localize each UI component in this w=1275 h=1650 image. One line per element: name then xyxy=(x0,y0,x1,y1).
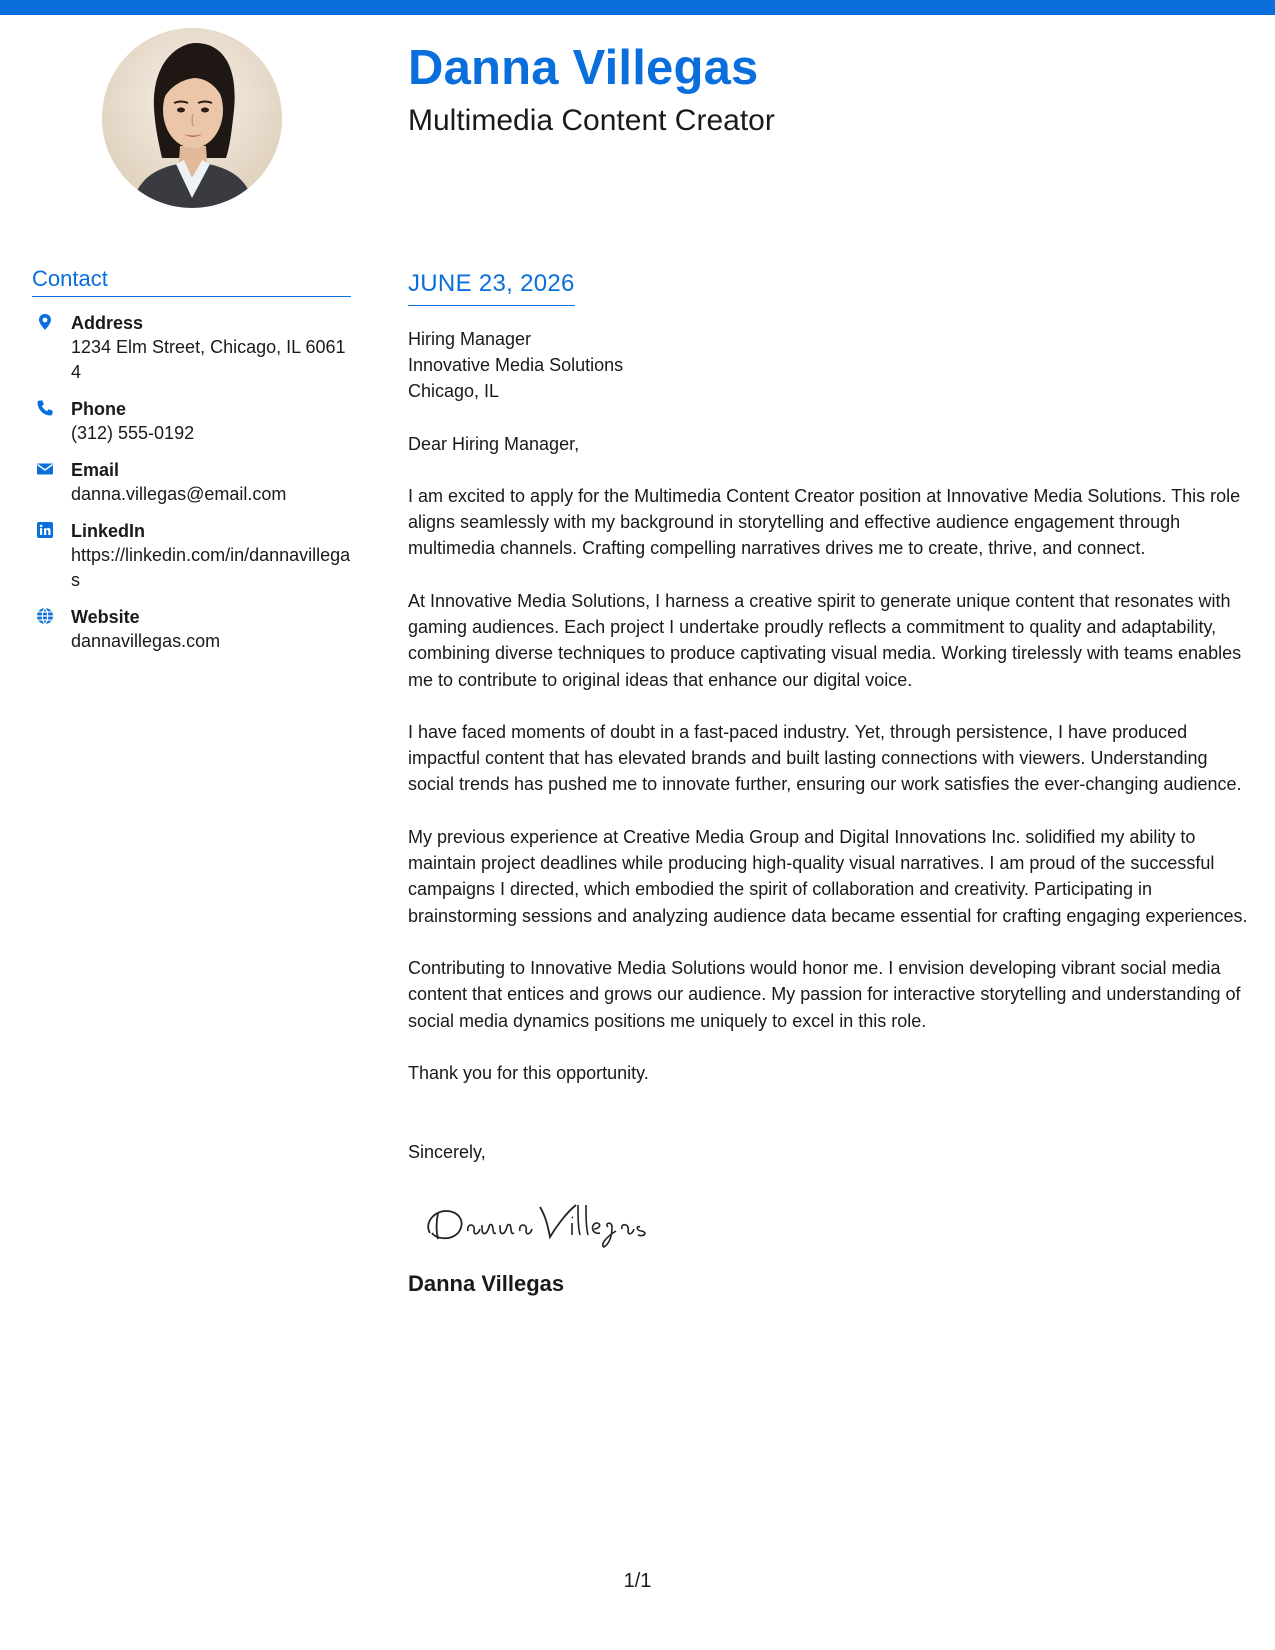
letter-paragraph: At Innovative Media Solutions, I harness a creative spirit to generate unique content that resonates with gaming audiences. Each project I undertake proudly reflects a commitment to quality and adaptability, combining diverse techniques to produce captivating visual media. Working tirelessly with teams enables me to contribute to original ideas that enhance our digital voice. xyxy=(408,590,1242,690)
contact-item-address xyxy=(32,311,351,385)
phone-icon xyxy=(36,399,54,417)
contact-label: LinkedIn xyxy=(71,521,146,542)
contact-value: danna.villegas@email.com xyxy=(71,484,287,505)
letter-paragraph: I have faced moments of doubt in a fast-paced industry. Yet, through persistence, I have produced impactful content that has elevated brands and built lasting connections with viewers. Understanding social trends has pushed me to innovate further, ensuring our work satisfies the ever-changing audience. xyxy=(408,721,1242,795)
applicant-name: Danna Villegas xyxy=(408,41,759,95)
globe-icon xyxy=(36,607,54,625)
recipient-block xyxy=(408,326,1253,404)
envelope-icon xyxy=(36,460,54,478)
letter-date: JUNE 23, 2026 xyxy=(408,270,575,306)
contact-item-linkedin xyxy=(32,519,351,593)
letter-body xyxy=(408,270,1253,1298)
page-number: 1/1 xyxy=(623,1570,652,1592)
closing: Sincerely, xyxy=(408,1142,486,1163)
letter-paragraph: I am excited to apply for the Multimedia Content Creator position at Innovative Media Solutions. This role aligns seamlessly with my background in storytelling and effective audience engagement through multimedia channels. Crafting compelling narratives drives me to create, thrive, and connect. xyxy=(408,485,1241,559)
contact-item-email xyxy=(32,458,351,507)
contact-label: Website xyxy=(71,607,140,628)
map-pin-icon xyxy=(36,313,54,331)
letter-paragraph: Thank you for this opportunity. xyxy=(408,1062,649,1083)
contact-sidebar xyxy=(32,266,351,666)
contact-label: Email xyxy=(71,460,120,481)
letter-paragraph: Contributing to Innovative Media Solutions would honor me. I envision developing vibrant social media content that entices and grows our audience. My passion for interactive storytelling and understanding of social media dynamics positions me uniquely to excel in this role. xyxy=(408,957,1241,1031)
contact-value[interactable]: https://linkedin.com/in/dannavillegas xyxy=(71,545,351,591)
recipient-line: Innovative Media Solutions xyxy=(408,354,624,375)
job-title: Multimedia Content Creator xyxy=(408,104,775,137)
handwritten-signature xyxy=(416,1193,676,1253)
contact-label: Phone xyxy=(71,399,127,420)
contact-item-website xyxy=(32,605,351,654)
contact-item-phone xyxy=(32,397,351,446)
recipient-line: Chicago, IL xyxy=(408,380,500,401)
salutation: Dear Hiring Manager, xyxy=(408,433,580,454)
contact-heading: Contact xyxy=(32,266,351,297)
recipient-line: Hiring Manager xyxy=(408,328,532,349)
contact-value[interactable]: dannavillegas.com xyxy=(71,631,221,652)
contact-value: (312) 555-0192 xyxy=(71,423,195,444)
letter-paragraph: My previous experience at Creative Media Group and Digital Innovations Inc. solidified my ability to maintain project deadlines while producing high-quality visual narratives. I am proud of the successful campaigns I directed, which embodied the spirit of collaboration and creativity. Participating in brainstorming sessions and analyzing audience data became essential for crafting engaging experiences. xyxy=(408,826,1248,926)
linkedin-icon xyxy=(36,521,54,539)
signer-name: Danna Villegas xyxy=(408,1271,565,1297)
contact-label: Address xyxy=(71,313,144,334)
top-accent-bar xyxy=(0,0,1275,15)
contact-value: 1234 Elm Street, Chicago, IL 60614 xyxy=(71,337,346,383)
profile-photo xyxy=(102,28,282,208)
